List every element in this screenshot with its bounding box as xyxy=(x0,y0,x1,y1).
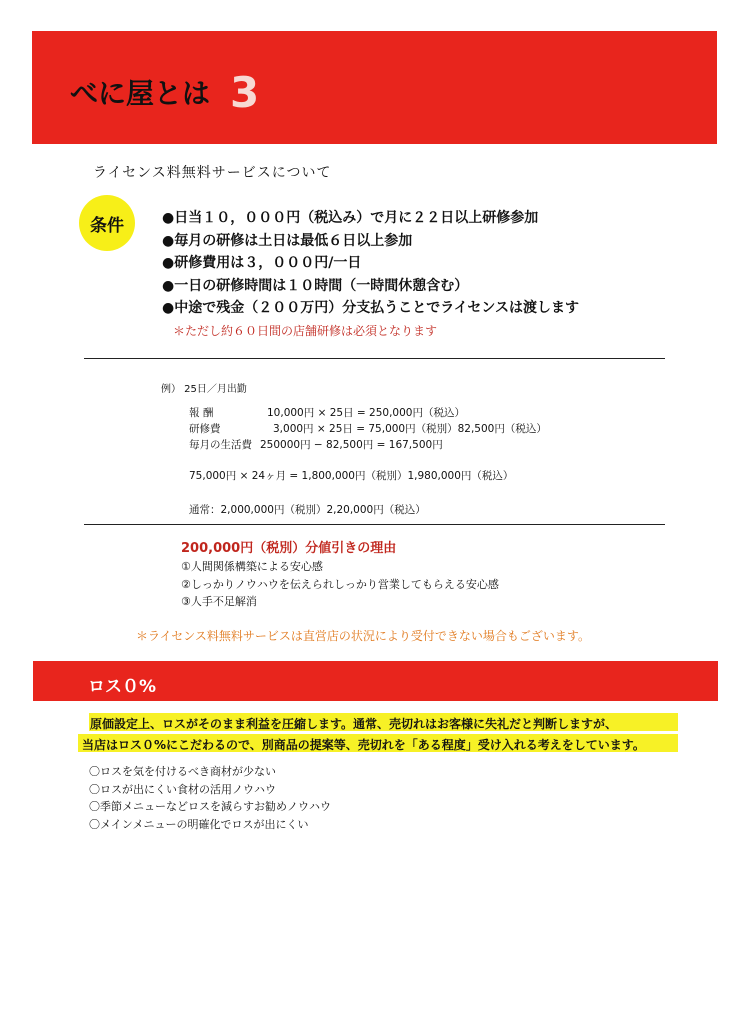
condition-item: ●日当１０，０００円（税込み）で月に２２日以上研修参加 xyxy=(162,210,539,226)
license-subtitle: ライセンス料無料サービスについて xyxy=(93,165,332,181)
calc-normal-line: 通常：2,000,000円（税別）2,20,000円（税込） xyxy=(189,504,426,516)
condition-item: ●一日の研修時間は１０時間（一時間休憩含む） xyxy=(162,277,469,294)
conditions-badge xyxy=(79,195,135,251)
conditions-note: ＊ただし約６０日間の店舗研修は必須となります xyxy=(173,324,438,338)
condition-item: ●研修費用は３，０００円/一日 xyxy=(162,255,362,271)
loss-title: ロス０% xyxy=(88,677,157,697)
divider xyxy=(84,524,665,525)
condition-item: ●毎月の研修は土日は最低６日以上参加 xyxy=(162,232,413,249)
reason-item: ③人手不足解消 xyxy=(181,595,257,608)
conditions-list xyxy=(162,207,579,320)
calc-row-label: 毎月の生活費 xyxy=(189,439,252,451)
calc-row-formula: 250000円 − 82,500円 = 167,500円 xyxy=(260,439,443,451)
reason-list xyxy=(181,558,499,611)
calc-row-formula: 3,000円 × 25日 = 75,000円（税別）82,500円（税込） xyxy=(273,423,547,435)
divider xyxy=(84,358,665,359)
conditions-badge-label: 条件 xyxy=(90,215,124,236)
calc-row-label: 研修費 xyxy=(189,423,221,435)
reason-item: ②しっかりノウハウを伝えられしっかり営業してもらえる安心感 xyxy=(181,577,499,591)
page-title: べに屋とは xyxy=(70,77,211,110)
reason-item: ①人間関係構築による安心感 xyxy=(181,560,323,573)
calc-row-label: 報 酬 xyxy=(189,407,214,419)
loss-bullet-item: 〇メインメニューの明確化でロスが出にくい xyxy=(89,817,309,831)
condition-item: ●中途で残金（２００万円）分支払うことでライセンスは渡します xyxy=(162,300,579,316)
page-title-number: 3 xyxy=(230,68,260,117)
loss-text-line: 原価設定上、ロスがそのまま利益を圧縮します。通常、売切れはお客様に失礼だと判断しますが、 xyxy=(90,717,618,731)
loss-bullet-item: 〇季節メニューなどロスを減らすお勧めノウハウ xyxy=(89,800,331,813)
loss-text-line: 当店はロス０%にこだわるので、別商品の提案等、売切れを「ある程度」受け入れる考えをしています。 xyxy=(82,738,645,752)
loss-bullet-item: 〇ロスを気を付けるべき商材が少ない xyxy=(89,765,276,778)
reason-title: 200,000円（税別）分値引きの理由 xyxy=(181,541,397,556)
calc-total-line: 75,000円 × 24ヶ月 = 1,800,000円（税別）1,980,000円（税込） xyxy=(189,470,514,482)
loss-bullet-item: 〇ロスが出にくい食材の活用ノウハウ xyxy=(89,782,276,796)
calc-row-formula: 10,000円 × 25日 = 250,000円（税込） xyxy=(267,407,465,419)
license-note: ＊ライセンス料無料サービスは直営店の状況により受付できない場合もございます。 xyxy=(136,629,590,643)
loss-bullet-list xyxy=(89,763,331,833)
example-title: 例） 25日／月出勤 xyxy=(161,384,247,395)
